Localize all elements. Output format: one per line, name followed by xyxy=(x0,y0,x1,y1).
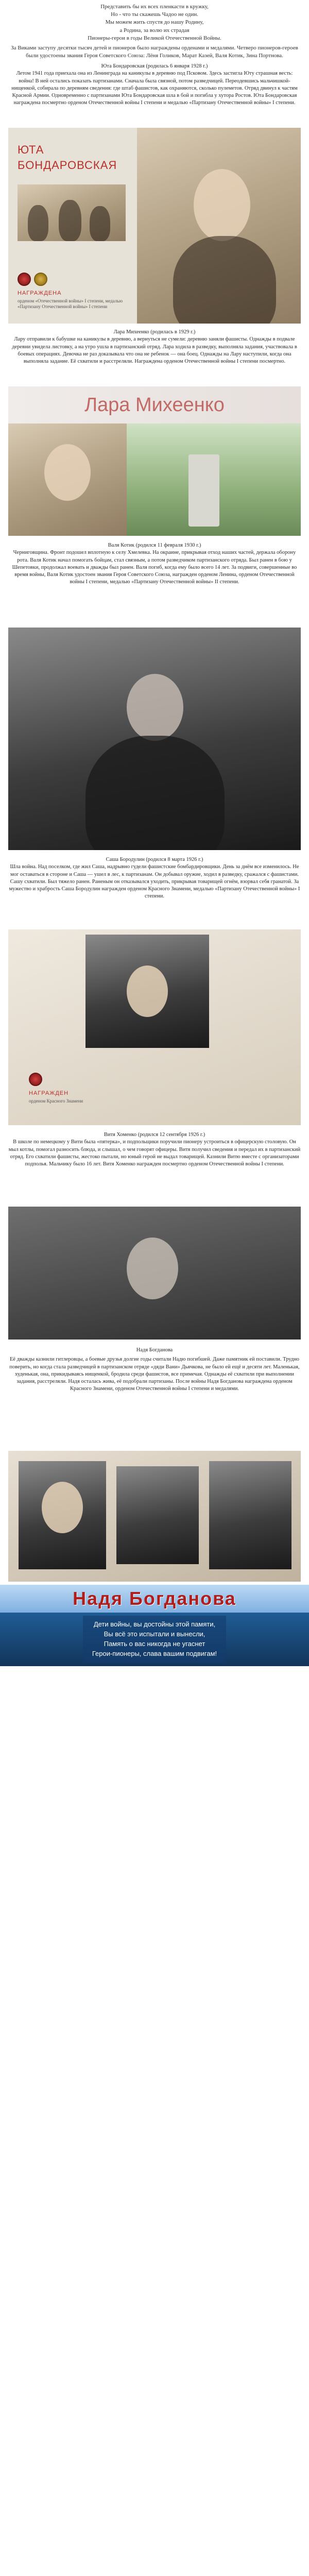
nadya-text: Её дважды казнили гитлеровцы, а боевые друзья долгие годы считали Надю погибшей. Даже памятник ей поставили. Трудно поверить, но когда стала разведчицей в партизанском отряде «дяди Вани» Дьячкова, не было ей ещё и десяти лет. Маленькая, худенькая, она, прикидываясь нищенкой, бродила среди фашистов, все примечая. Однажды её схватили при выполнении задания, расстреляли. Надя осталась жива, её подобрали партизаны. После войны Надя Богданова награждена орденом Красного Знамени, орденом Отечественной войны I степени и медалями. xyxy=(9,1357,300,1392)
nadya-bio xyxy=(0,1345,309,1451)
vitya-heading: Витя Хоменко (родился 12 сентября 1926 г.) xyxy=(104,1132,205,1138)
lara-monument-photo xyxy=(127,423,301,536)
valya-bio xyxy=(0,540,309,628)
yuta-awards xyxy=(18,273,136,310)
closing-line: Вы всё это испытали и вынесли, xyxy=(104,1630,205,1638)
yuta-bio xyxy=(0,61,309,128)
poem-line: а Родина, за волю их страдая xyxy=(119,27,190,33)
nadya-photo-2 xyxy=(116,1466,199,1564)
nadya-banner-title: Надя Богданова xyxy=(73,1588,236,1609)
sasha-text: Шла война. Над поселком, где жил Саша, надрывно гудели фашистские бомбардировщики. День за днём все изменилось. Не мог оставаться в стороне и Саша — ушел в лес, к партизанам. Он добывал оружие, ходил в разведку, сражался с фашистами. Сашу схватили. Был тяжело ранен. Раненым он отказывался уходить, прикрывая товарищей огнём, взорвал себя гранатой. За мужество и храбрость Саша Бородулин награжден орденом Красного Знамени, медалью «Партизану Отечественной войны» I степени. xyxy=(9,864,300,900)
yuta-card-left xyxy=(8,128,137,324)
intro-paragraph: За Виками заступу десятки тысяч детей и пионеров было награждены орденами и медалями. Четверо пионеров-героев были удостоены звания Героя Советского Союза: Лёня Голиков, Марат Казей, Валя Котик, Зина Портнова. xyxy=(11,44,298,59)
nadya-portrait xyxy=(19,1461,106,1569)
yuta-heading: Юта Бондаровская (родилась 6 января 1928 г.) xyxy=(101,63,208,69)
lara-photos xyxy=(8,423,301,536)
lara-bio xyxy=(0,327,309,383)
sasha-card xyxy=(8,929,301,1125)
sasha-bio xyxy=(0,854,309,929)
nadya-banner xyxy=(0,1585,309,1613)
closing-poem xyxy=(83,1616,226,1663)
sasha-heading: Саша Бородулин (родился 8 марта 1926 г.) xyxy=(106,857,203,862)
sasha-awards-title: НАГРАЖДЕН xyxy=(29,1090,69,1097)
poem-line: Пионеры-герои в годы Великой Отечественной Войны. xyxy=(88,35,221,41)
closing-line: Память о вас никогда не угаснет xyxy=(104,1640,205,1648)
lara-banner xyxy=(8,386,301,423)
lara-heading: Лара Михеенко (родилась в 1929 г.) xyxy=(113,329,196,335)
nadya-photo-3 xyxy=(209,1461,291,1569)
yuta-text: Летом 1941 года приехала она из Ленинграда на каникулы в деревню под Псковом. Здесь застигла Юту страшная весть: война! В ней остались показать партизанами. Сначала была связной, потом разведчицей. Переодевшись мальчишкой-нищенкой, собирала по деревням сведения: где штаб фашистов, как охраняются, сколько пулеметов. Отряд двинул к частям Красной Армии. Одновременно с партизанами Юта Бондаровская шла в бой и погибла у хутора Ростов. Юта Бондаровская награждена посмертно орденом Отечественной войны I степени и медалью «Партизану Отечественной войны» I степени. xyxy=(11,71,298,106)
vitya-bio xyxy=(0,1129,309,1207)
yuta-group-photo xyxy=(18,184,126,241)
sasha-portrait xyxy=(85,935,209,1048)
intro-poem xyxy=(0,0,309,61)
vitya-photo xyxy=(8,1207,301,1340)
lara-portrait xyxy=(8,423,127,536)
yuta-card xyxy=(8,128,301,324)
order-icon xyxy=(18,273,31,286)
yuta-name-last: БОНДАРОВСКАЯ xyxy=(18,159,117,172)
sasha-awards xyxy=(29,1073,147,1105)
medal-icon xyxy=(34,273,47,286)
lara-banner-title: Лара Михеенко xyxy=(84,394,225,416)
valya-text: Черниговщина. Фронт подошел вплотную к селу Хмелевка. На окраине, прикрывая отход наших частей, держала оборону рота. Валя Котик начал помогать бойцам, стал связным, а потом разведчиком партизанского отряда. Был ранен в бою у Шепетовки, продолжал воевать и дважды был ранен. Валя погиб, когда ему было всего 14 лет. За подвиги, совершенные во время войны, Валя Котик удостоен звания Героя Советского Союза, награжден орденом Ленина, орденом Отечественной войны I степени, медалью «Партизану Отечественной войны» II степени. xyxy=(12,550,297,585)
yuta-name-first: ЮТА xyxy=(18,143,44,156)
vitya-text: В школе по немецкому у Вити была «пятерка», и подпольщики поручили пионеру устроиться в офицерскую столовую. Он мыл котлы, помогал разносить блюда, и слышал, о чем говорят офицеры. Витя получил сведения и передал их в партизанский отряд. Его схватили фашисты, жестоко пытали, но юный герой не выдал товарищей. Казнили Витю вместе с организаторами подполья. Мальчику было 16 лет. Витя Хоменко награжден посмертно орденом Отечественной войны I степени. xyxy=(8,1139,301,1167)
closing-line: Дети войны, вы достойны этой памяти, xyxy=(93,1620,216,1629)
nadya-heading: Надя Богданова xyxy=(136,1347,173,1353)
closing-section xyxy=(0,1613,309,1666)
yuta-portrait xyxy=(137,128,301,324)
poem-line: Представить бы их всех пленкасти в кружку, xyxy=(100,4,209,10)
sasha-awards-text: орденом Красного Знамени xyxy=(29,1098,83,1104)
lara-text: Лару отправили к бабушке на каникулы в деревню, а вернуться не сумели: деревню заняли фашисты. Однажды в подвале деревни увидела листовку, а на утро ушла в партизанский отряд. Лара ходила в разведку, выполняла задания, участвовала в боевых операциях. Девочка не раз доказывала что она не ребенок — она боец. Однажды на Лару наступили, когда она выполняла задание. Её схватили и расстреляли. Награждена орденом Отечественной войны I степени посмертно. xyxy=(12,336,297,365)
medals xyxy=(18,273,136,286)
medals xyxy=(29,1073,147,1086)
yuta-awards-title: НАГРАЖДЕНА xyxy=(18,290,62,296)
nadya-collage xyxy=(8,1451,301,1582)
valya-heading: Валя Котик (родился 11 февраля 1930 г.) xyxy=(108,543,201,548)
poem-line: Но - что ты скажешь Чадоо не один. xyxy=(111,11,198,18)
yuta-awards-text: орденом «Отечественной войны» I степени, медалью «Партизану Отечественной войны» I степени xyxy=(18,298,123,310)
closing-line: Герои-пионеры, слава вашим подвигам! xyxy=(92,1649,217,1657)
valya-photo xyxy=(8,628,301,850)
poem-line: Мы можем жить спустя до нашу Родину, xyxy=(105,19,204,26)
order-icon xyxy=(29,1073,42,1086)
